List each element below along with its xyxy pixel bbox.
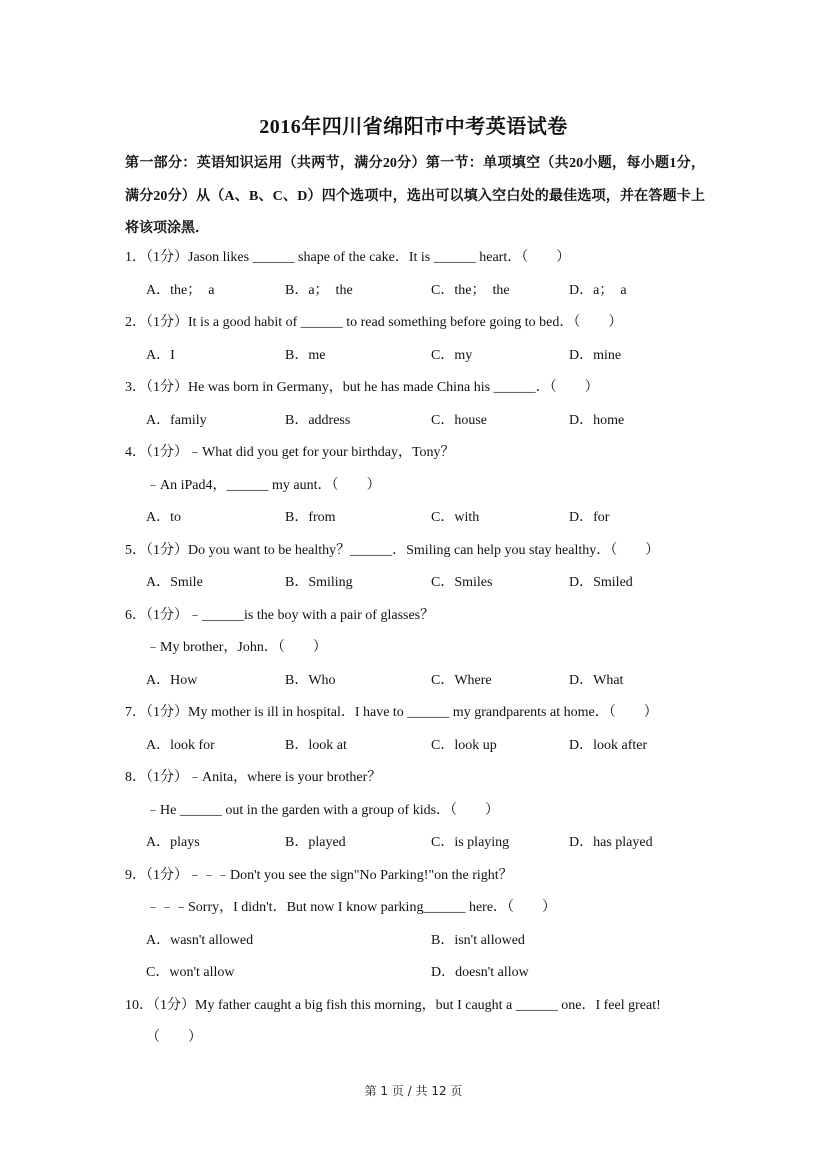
option-d: D．mine [569, 348, 622, 363]
option-c: C．won't allow [146, 965, 235, 980]
option-a: A．Smile [146, 575, 203, 590]
option-b: B．Who [285, 673, 336, 688]
option-b: B．isn't allowed [431, 933, 525, 948]
option-b: B．me [285, 348, 326, 363]
question-stem: 6．（1分）﹣______is the boy with a pair of glasses？ [125, 608, 435, 623]
option-c: C．Where [431, 673, 492, 688]
option-a: A．I [146, 348, 175, 363]
option-d: D．has played [569, 835, 653, 850]
option-a: A．to [146, 510, 181, 525]
question-response: ﹣He ______ out in the garden with a group of kids．（ ） [146, 803, 500, 818]
option-d: D．What [569, 673, 624, 688]
question-stem: 4．（1分）﹣What did you get for your birthday，Tony？ [125, 445, 455, 460]
question-response: ﹣An iPad4，______ my aunt．（ ） [146, 478, 381, 493]
option-c: C．my [431, 348, 473, 363]
option-b: B．address [285, 413, 351, 428]
option-c: C．with [431, 510, 480, 525]
question-stem: 10．（1分）My father caught a big fish this morning，but I caught a ______ one．I feel great! [125, 998, 661, 1013]
question-stem: 8．（1分）﹣Anita，where is your brother？ [125, 770, 382, 785]
option-a: A．look for [146, 738, 215, 753]
option-d: D．look after [569, 738, 648, 753]
question-stem: 5．（1分）Do you want to be healthy？______．Smiling can help you stay healthy．（ ） [125, 543, 660, 558]
page-title: 2016年四川省绵阳市中考英语试卷 [259, 116, 568, 138]
option-a: A．the； a [146, 283, 215, 298]
question-stem: 7．（1分）My mother is ill in hospital．I have to ______ my grandparents at home．（ ） [125, 705, 658, 720]
option-c: C．is playing [431, 835, 510, 850]
question-stem: 9．（1分）﹣﹣﹣Don't you see the sign"No Parking!"on the right？ [125, 868, 513, 883]
option-a: A．plays [146, 835, 200, 850]
option-c: C．house [431, 413, 487, 428]
option-c: C．look up [431, 738, 497, 753]
option-a: A．How [146, 673, 198, 688]
option-b: B．Smiling [285, 575, 353, 590]
question-stem: 2．（1分）It is a good habit of ______ to read something before going to bed．（ ） [125, 315, 623, 330]
option-b: B．from [285, 510, 336, 525]
question-stem: 1．（1分）Jason likes ______ shape of the cake．It is ______ heart．（ ） [125, 250, 571, 265]
option-c: C．Smiles [431, 575, 493, 590]
option-b: B．played [285, 835, 346, 850]
option-d: D．doesn't allow [431, 965, 529, 980]
question-response: ﹣﹣﹣Sorry，I didn't．But now I know parking______ here．（ ） [146, 900, 557, 915]
question-response: ﹣My brother，John．（ ） [146, 640, 327, 655]
option-a: A．family [146, 413, 207, 428]
question-stem: 3．（1分）He was born in Germany，but he has made China his ______．（ ） [125, 380, 599, 395]
section-instructions: 第一部分：英语知识运用（共两节，满分20分）第一节：单项填空（共20小题，每小题1分，满分20分）从（A、B、C、D）四个选项中，选出可以填入空白处的最佳选项，并在答题卡上将该项涂黑． [125, 156, 705, 236]
option-d: D．Smiled [569, 575, 633, 590]
option-b: B．look at [285, 738, 347, 753]
option-d: D．home [569, 413, 625, 428]
option-b: B．a； the [285, 283, 353, 298]
option-d: D．a； a [569, 283, 627, 298]
option-a: A．wasn't allowed [146, 933, 254, 948]
page-number: 第 1 页 / 共 12 页 [364, 1084, 463, 1098]
option-c: C．the； the [431, 283, 510, 298]
answer-bracket: （ ） [146, 1030, 202, 1045]
option-d: D．for [569, 510, 610, 525]
